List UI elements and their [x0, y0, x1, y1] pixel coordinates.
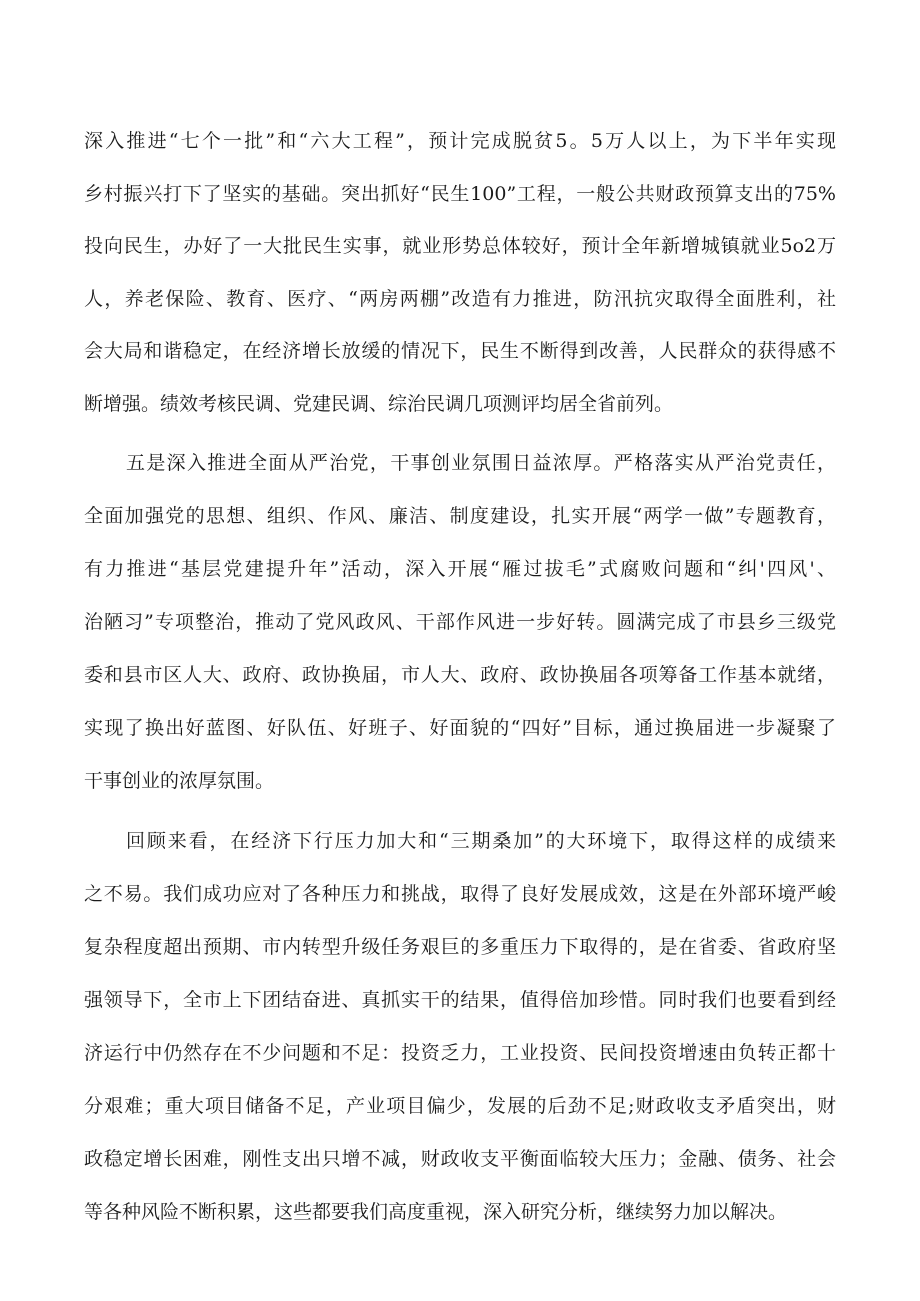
text-line: 分艰难；重大项目储备不足，产业项目偏少，发展的后劲不足;财政收支矛盾突出，财 — [84, 1095, 836, 1117]
text-line: 之不易。我们成功应对了各种压力和挑战，取得了良好发展成效，这是在外部环境严峻 — [84, 883, 836, 905]
text-line: 治陋习”专项整治，推动了党风政风、干部作风进一步好转。圆满完成了市县乡三级党 — [84, 611, 836, 633]
text-line: 人，养老保险、教育、医疗、“两房两棚”改造有力推进，防汛抗灾取得全面胜利，社 — [84, 288, 836, 310]
text-line: 等各种风险不断积累，这些都要我们高度重视，深入研究分析，继续努力加以解决。 — [84, 1201, 788, 1223]
text-line: 委和县市区人大、政府、政协换届，市人大、政府、政协换届各项筹备工作基本就绪， — [84, 664, 836, 686]
text-line: 干事创业的浓厚氛围。 — [84, 770, 275, 792]
text-line: 五是深入推进全面从严治党，干事创业氛围日益浓厚。严格落实从严治党责任， — [126, 452, 836, 474]
text-line: 有力推进“基层党建提升年”活动，深入开展“雁过拔毛”式腐败问题和“纠'四风'、 — [84, 558, 836, 580]
text-line: 会大局和谐稳定，在经济增长放缓的情况下，民生不断得到改善，人民群众的获得感不 — [84, 340, 836, 362]
text-line: 投向民生，办好了一大批民生实事，就业形势总体较好，预计全年新增城镇就业5o2万 — [84, 235, 836, 257]
text-line: 强领导下，全市上下团结奋进、真抓实干的结果，值得倍加珍惜。同时我们也要看到经 — [84, 989, 836, 1011]
text-line: 政稳定增长困难，刚性支出只增不减，财政收支平衡面临较大压力；金融、债务、社会 — [84, 1148, 836, 1170]
text-line: 全面加强党的思想、组织、作风、廉洁、制度建设，扎实开展“两学一做”专题教育， — [84, 505, 836, 527]
text-line: 深入推进“七个一批”和“六大工程”，预计完成脱贫5。5万人以上，为下半年实现 — [84, 130, 836, 152]
text-line: 复杂程度超出预期、市内转型升级任务艰巨的多重压力下取得的，是在省委、省政府坚 — [84, 936, 836, 958]
text-line: 回顾来看，在经济下行压力加大和“三期桑加”的大环境下，取得这样的成绩来 — [126, 830, 836, 852]
text-line: 实现了换出好蓝图、好队伍、好班子、好面貌的“四好”目标，通过换届进一步凝聚了 — [84, 717, 836, 739]
text-line: 济运行中仍然存在不少问题和不足：投资乏力，工业投资、民间投资增速由负转正都十 — [84, 1042, 836, 1064]
text-line: 断增强。绩效考核民调、党建民调、综治民调几项测评均居全省前列。 — [84, 393, 674, 415]
text-line: 乡村振兴打下了坚实的基础。突出抓好“民生100”工程，一般公共财政预算支出的75% — [84, 183, 836, 205]
